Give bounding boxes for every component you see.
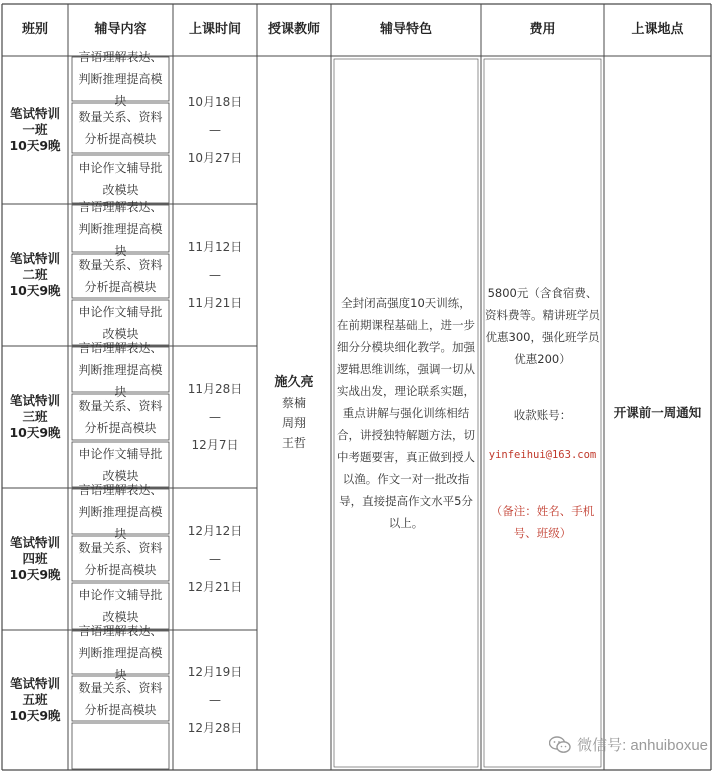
module-cell [72, 253, 169, 299]
module-label: 申论作文辅导批改模块 [78, 588, 163, 624]
module-label: 言语理解表达、判断推理提高模块 [78, 340, 163, 399]
module-label: 数量关系、资料分析提高模块 [78, 680, 163, 717]
wechat-icon [549, 736, 571, 754]
class-date-cell [173, 630, 257, 770]
teacher-name: 蔡楠 [281, 396, 306, 410]
date-dash: — [209, 410, 221, 424]
module-label: 言语理解表达、判断推理提高模块 [78, 50, 163, 108]
class-name-cell [2, 346, 68, 488]
module-cell [72, 102, 169, 154]
date-end: 12月7日 [191, 438, 239, 452]
module-label: 申论作文辅导批改模块 [78, 304, 163, 341]
module-label: 数量关系、资料分析提高模块 [78, 110, 163, 146]
class-name-cell [2, 488, 68, 630]
class-name-line2: 一班 [22, 122, 48, 137]
class-date-cell [173, 488, 257, 630]
teacher-name: 王哲 [281, 436, 306, 450]
module-label: 数量关系、资料分析提高模块 [78, 540, 163, 577]
class-name-line2: 二班 [22, 267, 48, 282]
teacher-lead: 施久亮 [274, 375, 314, 390]
header-fee [481, 4, 604, 56]
header-teacher [257, 4, 331, 56]
watermark-text: 微信号: anhuiboxue [577, 737, 708, 754]
account-label: 收款账号： [513, 408, 572, 422]
header-content-label: 辅导内容 [94, 22, 147, 37]
module-cell [72, 393, 169, 441]
teacher-name: 周翔 [281, 416, 306, 430]
date-end: 12月21日 [187, 580, 243, 594]
date-dash: — [209, 552, 221, 566]
header-fee-label: 费用 [529, 22, 556, 37]
class-duration: 10天9晚 [9, 567, 61, 582]
fee-cell [485, 56, 600, 770]
class-duration: 10天9晚 [9, 138, 61, 153]
class-name-line1: 笔试特训 [9, 393, 60, 408]
class-duration: 10天9晚 [9, 283, 61, 298]
class-name-line1: 笔试特训 [9, 535, 60, 550]
date-end: 11月21日 [187, 296, 243, 310]
header-time [173, 4, 257, 56]
header-location [604, 4, 711, 56]
header-time-label: 上课时间 [188, 22, 241, 37]
class-name-cell [2, 630, 68, 770]
module-label: 数量关系、资料分析提高模块 [78, 258, 163, 294]
teacher-cell [257, 56, 331, 770]
date-dash: — [209, 693, 221, 707]
class-name-line2: 三班 [22, 409, 48, 424]
module-label: 申论作文辅导批改模块 [78, 161, 163, 197]
date-end: 10月27日 [187, 151, 243, 165]
class-date-cell [173, 56, 257, 204]
class-date-cell [173, 204, 257, 346]
date-start: 12月12日 [187, 524, 243, 538]
date-start: 10月18日 [187, 95, 243, 109]
account-email: yinfeihui@163.com [488, 449, 597, 461]
class-name-cell [2, 56, 68, 204]
class-duration: 10天9晚 [9, 425, 61, 440]
class-name-line2: 五班 [22, 692, 48, 707]
module-cell [72, 199, 169, 258]
location-text: 开课前一周通知 [613, 405, 702, 420]
class-name-line1: 笔试特训 [9, 106, 60, 121]
module-cell [72, 623, 169, 682]
header-location-label: 上课地点 [631, 22, 684, 37]
module-cell [72, 722, 169, 770]
header-class [2, 4, 68, 56]
feature-cell [335, 56, 477, 770]
fee-note: （备注：姓名、手机号、班级） [490, 504, 595, 540]
fee-text: 5800元（含食宿费、资料费等。精讲班学员优惠300，强化班学员优惠200） [485, 286, 600, 366]
header-teacher-label: 授课教师 [267, 22, 320, 37]
module-cell [72, 50, 169, 108]
class-date-cell [173, 346, 257, 488]
class-name-cell [2, 204, 68, 346]
header-feature [331, 4, 481, 56]
date-end: 12月28日 [187, 721, 243, 735]
class-name-line2: 四班 [22, 551, 48, 566]
module-cell [72, 482, 169, 541]
module-label: 言语理解表达、判断推理提高模块 [78, 482, 163, 541]
module-label: 数量关系、资料分析提高模块 [78, 399, 163, 435]
date-dash: — [209, 268, 221, 282]
location-cell [604, 56, 711, 770]
date-dash: — [209, 123, 221, 137]
module-cell [72, 340, 169, 399]
header-class-label: 班别 [21, 22, 48, 37]
module-label: 言语理解表达、判断推理提高模块 [78, 623, 163, 682]
date-start: 12月19日 [187, 665, 243, 679]
date-start: 11月28日 [187, 382, 243, 396]
module-cell [72, 535, 169, 582]
module-label: 申论作文辅导批改模块 [78, 446, 163, 483]
class-name-line1: 笔试特训 [9, 251, 60, 266]
module-cell [72, 675, 169, 722]
module-label: 言语理解表达、判断推理提高模块 [78, 199, 163, 258]
date-start: 11月12日 [187, 240, 243, 254]
header-feature-label: 辅导特色 [379, 22, 432, 37]
feature-text: 全封闭高强度10天训练，在前期课程基础上，进一步细分分模块细化教学。加强逻辑思维训练，强调一切从实战出发，理论联系实题，重点讲解与强化训练相结合，讲授独特解题方法，切中考题要害，真正做到授人以渔。作文一对一批改指导，直接提高作文水平5分以上。 [337, 296, 475, 530]
class-duration: 10天9晚 [9, 708, 61, 723]
class-name-line1: 笔试特训 [9, 676, 60, 691]
watermark [549, 734, 708, 755]
